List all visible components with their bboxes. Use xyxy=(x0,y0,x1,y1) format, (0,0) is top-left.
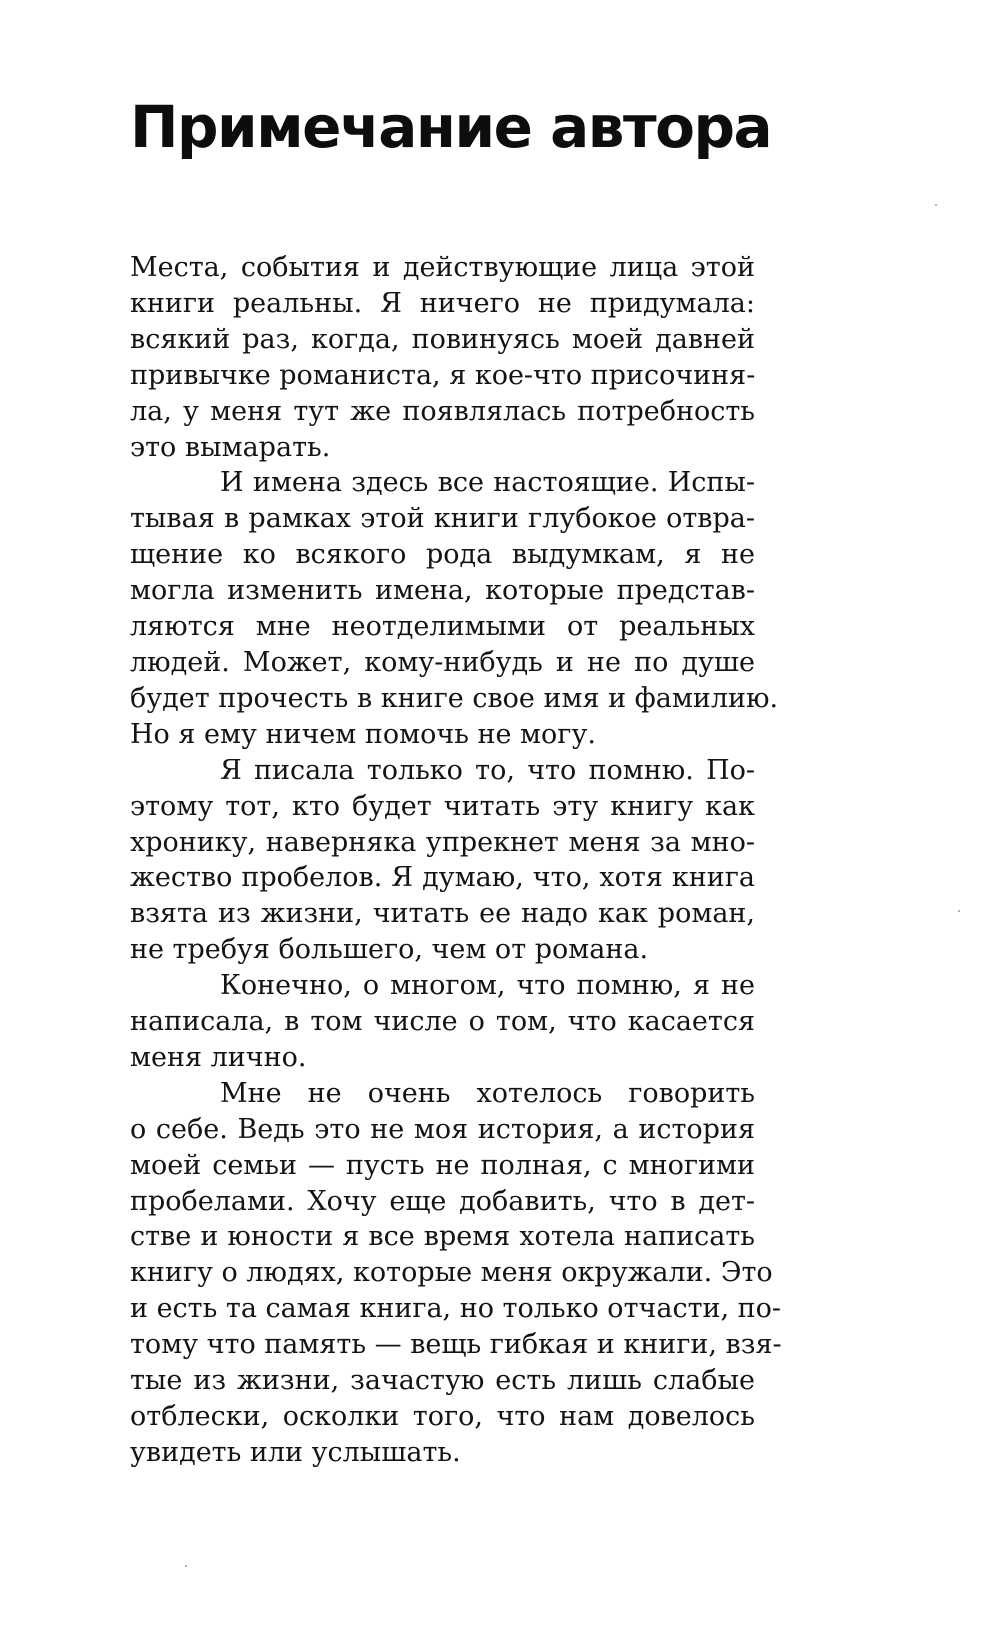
text-line: тому что память — вещь гибкая и книги, взя- xyxy=(130,1329,782,1361)
text-line: книги реальны. Я ничего не придумала: xyxy=(130,287,755,319)
text-line: этому тот, кто будет читать эту книгу как xyxy=(130,790,755,822)
text-line: привычке романиста, я кое-что присочиня- xyxy=(130,359,756,391)
text-line: книгу о людях, которые меня окружали. Это xyxy=(130,1257,773,1289)
text-line: Мне не очень хотелось говорить xyxy=(220,1077,755,1109)
text-line: взята из жизни, читать ее надо как роман, xyxy=(130,898,755,930)
text-line: людей. Может, кому-нибудь и не по душе xyxy=(130,646,755,678)
text-line: ла, у меня тут же появлялась потребность xyxy=(130,395,755,427)
text-line: будет прочесть в книге свое имя и фамилию. xyxy=(130,682,779,714)
text-line: Но я ему ничем помочь не могу. xyxy=(130,718,596,750)
text-line: щение ко всякого рода выдумкам, я не xyxy=(130,539,755,571)
text-line: пробелами. Хочу еще добавить, что в дет- xyxy=(130,1185,755,1217)
paragraph-3 xyxy=(130,753,755,968)
text-line: о себе. Ведь это не моя история, а история xyxy=(130,1113,755,1145)
text-line: могла изменить имена, которые представ- xyxy=(130,575,755,607)
text-line: моей семьи — пусть не полная, с многими xyxy=(130,1149,755,1181)
text-line: жество пробелов. Я думаю, что, хотя книга xyxy=(130,862,755,894)
text-line: отблески, осколки того, что нам довелось xyxy=(130,1401,755,1432)
text-line: тывая в рамках этой книги глубокое отвра- xyxy=(130,503,755,535)
text-line: меня лично. xyxy=(130,1041,307,1073)
text-line: Конечно, о многом, что помню, я не xyxy=(220,970,755,1002)
text-line: не требуя большего, чем от романа. xyxy=(130,934,649,966)
text-line: хронику, наверняка упрекнет меня за мно- xyxy=(130,826,755,858)
text-line: это вымарать. xyxy=(130,431,331,463)
text-line: написала, в том числе о том, что касается xyxy=(130,1006,755,1038)
scan-speck xyxy=(958,910,960,912)
text-line: всякий раз, когда, повинуясь моей давней xyxy=(130,323,755,355)
text-line: тые из жизни, зачастую есть лишь слабые xyxy=(130,1365,755,1397)
text-line: ляются мне неотделимыми от реальных xyxy=(130,611,755,643)
text-line: и есть та самая книга, но только отчасти, по- xyxy=(130,1293,782,1325)
page-title: Примечание автора xyxy=(130,93,772,161)
scan-speck xyxy=(185,1565,187,1567)
paragraph-4 xyxy=(130,968,755,1076)
paragraph-5 xyxy=(130,1076,782,1471)
paragraph-2 xyxy=(130,465,779,752)
text-line: Места, события и действующие лица этой xyxy=(130,252,755,283)
text-line: И имена здесь все настоящие. Испы- xyxy=(220,467,755,499)
paragraph-1 xyxy=(130,250,755,465)
text-line: Я писала только то, что помню. По- xyxy=(220,754,755,786)
text-line: стве и юности я все время хотела написать xyxy=(130,1221,755,1253)
author-note-text xyxy=(130,250,782,1471)
scan-speck xyxy=(935,204,937,206)
text-line: увидеть или услышать. xyxy=(130,1436,461,1468)
